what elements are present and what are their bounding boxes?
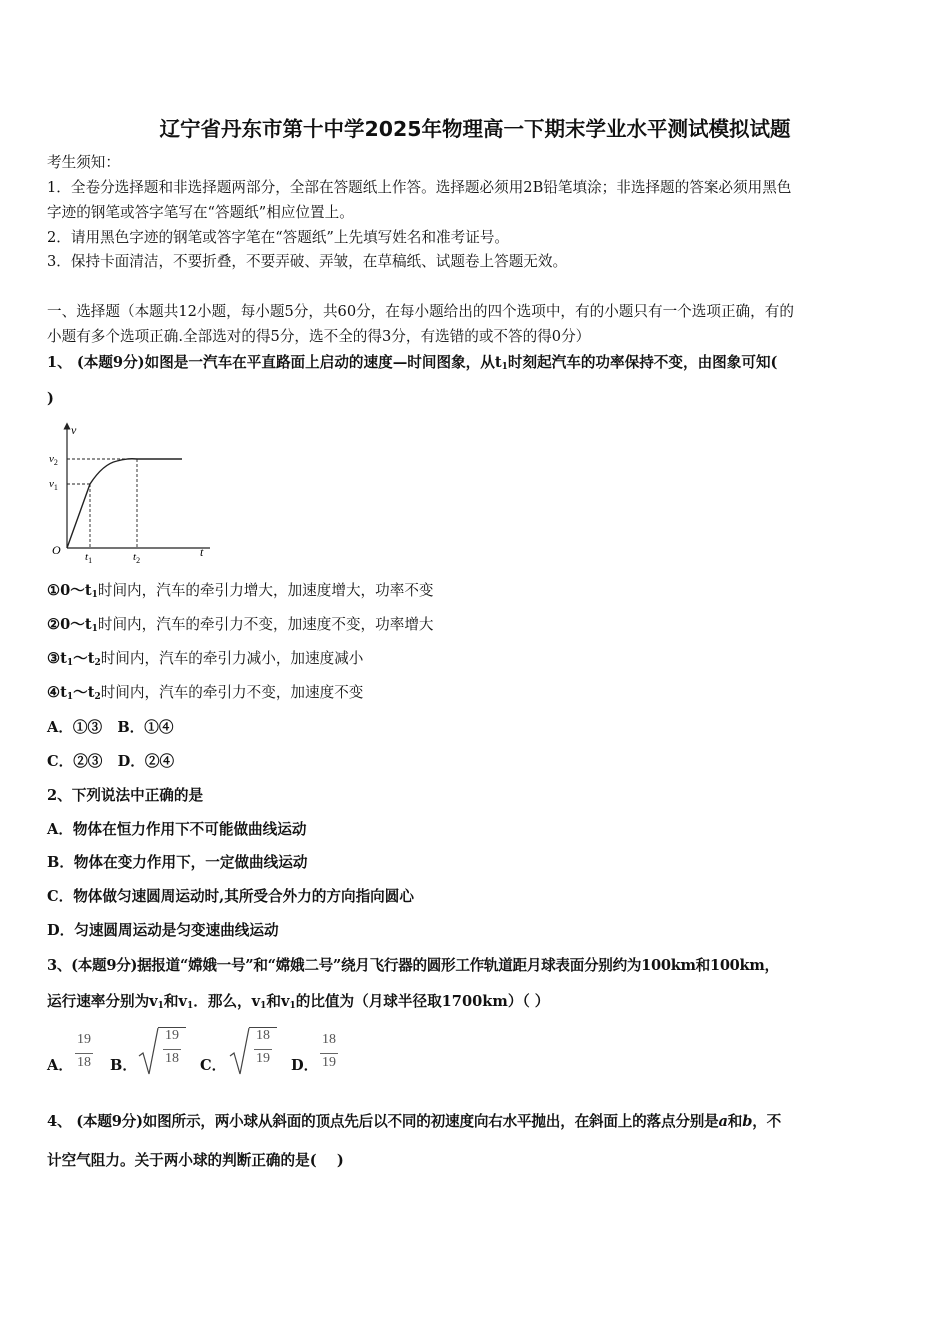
subscript: 1 <box>157 1001 164 1011</box>
option-text: D．匀速圆周运动是匀变速曲线运动 <box>47 922 279 939</box>
option-c-label: C． <box>200 1057 227 1074</box>
statement-2 <box>47 615 434 635</box>
question-1-options-cd: C．②③ D．②④ <box>47 753 175 770</box>
notice-item: 3．保持卡面清洁，不要折叠，不要弄破、弄皱，在草稿纸、试题卷上答题无效。 <box>47 253 568 270</box>
subscript: 1 <box>66 692 74 702</box>
question-text: ．那么，v <box>193 993 261 1010</box>
v1-label: $v_1$ <box>49 478 58 492</box>
variable: b <box>742 1113 753 1130</box>
question-text: 和 <box>727 1113 743 1130</box>
statement-mark: ～t <box>73 650 95 667</box>
question-text: 运行速率分别为v <box>47 993 158 1010</box>
subscript: 1 <box>186 1001 194 1011</box>
question-text: 时刻起汽车的功率保持不变，由图象可知( <box>507 354 778 371</box>
y-axis-label: v <box>71 423 77 437</box>
statement-mark: ②0～t <box>47 616 92 633</box>
question-text: 和v <box>163 993 187 1010</box>
velocity-curve <box>67 459 182 548</box>
statement-4 <box>47 683 363 703</box>
statement-text: 时间内，汽车的牵引力减小，加速度减小 <box>100 650 364 667</box>
sqrt-icon <box>138 1026 160 1076</box>
question-1-options-ab: A．①③ B．①④ <box>47 719 174 736</box>
notice-heading: 考生须知： <box>47 154 120 171</box>
numerator: 19 <box>165 1028 179 1043</box>
question-score: (本题9分) <box>76 354 145 371</box>
option-a-label: A． <box>47 1057 73 1074</box>
question-2-stem: 2、下列说法中正确的是 <box>47 787 204 804</box>
question-2-option-c <box>47 887 414 907</box>
t2-label: $t_2$ <box>133 551 141 565</box>
question-text: ，不 <box>752 1113 782 1130</box>
statement-mark: ～t <box>73 684 95 701</box>
denominator: 18 <box>77 1055 91 1070</box>
subscript: 2 <box>94 692 101 702</box>
notice-item: 字迹的钢笔或答字笔写在“答题纸”相应位置上。 <box>47 204 354 221</box>
denominator: 19 <box>322 1055 336 1070</box>
question-number: 1、 <box>47 354 72 371</box>
section-intro: 一、选择题（本题共12小题，每小题5分，共60分，在每小题给出的四个选项中，有的小题只有一个选项正确，有的 <box>47 303 794 320</box>
variable: a <box>718 1113 728 1130</box>
v2-label: $v_2$ <box>49 453 58 467</box>
statement-mark: ④t <box>47 684 67 701</box>
question-3-stem-2 <box>47 992 549 1012</box>
subscript: 1 <box>91 624 98 634</box>
origin-label: O <box>52 543 61 557</box>
subscript: 1 <box>289 1001 296 1011</box>
notice-item: 2．请用黑色字迹的钢笔或答字笔在“答题纸”上先填写姓名和准考证号。 <box>47 229 510 246</box>
option-text: B．物体在变力作用下，一定做曲线运动 <box>47 854 308 871</box>
option-text: C．物体做匀速圆周运动时,其所受合外力的方向指向圆心 <box>47 888 414 905</box>
statement-text: 时间内，汽车的牵引力增大，加速度增大，功率不变 <box>97 582 434 599</box>
question-3-options <box>45 1022 445 1078</box>
sqrt-icon <box>229 1026 251 1076</box>
option-text: A．物体在恒力作用下不可能做曲线运动 <box>47 821 307 838</box>
page-title: 辽宁省丹东市第十中学2025年物理高一下期末学业水平测试模拟试题 <box>159 117 791 141</box>
question-2-option-d <box>47 921 279 941</box>
question-text: 的比值为（月球半径取1700km）（ ） <box>295 993 550 1010</box>
t1-label: $t_1$ <box>85 551 93 565</box>
statement-1 <box>47 581 434 601</box>
question-4-stem-1 <box>47 1112 781 1132</box>
question-4-stem-2: 计空气阻力。关于两小球的判断正确的是( ) <box>47 1152 344 1169</box>
statement-mark: ③t <box>47 650 67 667</box>
subscript: 1 <box>260 1001 267 1011</box>
statement-3 <box>47 649 363 669</box>
velocity-time-graph <box>45 420 220 565</box>
option-d-label: D． <box>291 1057 319 1074</box>
option-b-label: B． <box>110 1057 137 1074</box>
section-intro: 小题有多个选项正确.全部选对的得5分，选不全的得3分，有选错的或不答的得0分） <box>47 328 591 345</box>
question-1-stem <box>47 353 777 373</box>
subscript: 2 <box>94 658 101 668</box>
statement-text: 时间内，汽车的牵引力不变，加速度不变 <box>100 684 364 701</box>
question-text: 如图是一汽车在平直路面上启动的速度—时间图象，从t <box>144 354 502 371</box>
numerator: 19 <box>77 1032 91 1047</box>
subscript: 1 <box>501 362 508 372</box>
notice-item: 1．全卷分选择题和非选择题两部分，全部在答题纸上作答。选择题必须用2B铅笔填涂；非选择题的答案必须用黑色 <box>47 179 792 196</box>
denominator: 19 <box>256 1051 270 1066</box>
numerator: 18 <box>322 1032 336 1047</box>
question-1-stem-close: ) <box>47 390 54 407</box>
subscript: 1 <box>91 590 98 600</box>
statement-mark: ①0～t <box>47 582 92 599</box>
x-axis-label: t <box>200 545 204 559</box>
question-2-option-a <box>47 820 306 840</box>
subscript: 1 <box>66 658 74 668</box>
question-text: 4、 (本题9分)如图所示，两小球从斜面的顶点先后以不同的初速度向右水平抛出，在斜面上的落点分别是 <box>47 1113 719 1130</box>
question-2-option-b <box>47 853 307 873</box>
question-text: 和v <box>266 993 290 1010</box>
question-3-stem-1: 3、(本题9分)据报道“嫦娥一号”和“嫦娥二号”绕月飞行器的圆形工作轨道距月球表面分别约为100km和100km， <box>47 957 779 974</box>
numerator: 18 <box>256 1028 270 1043</box>
statement-text: 时间内，汽车的牵引力不变，加速度不变，功率增大 <box>97 616 434 633</box>
denominator: 18 <box>165 1051 179 1066</box>
